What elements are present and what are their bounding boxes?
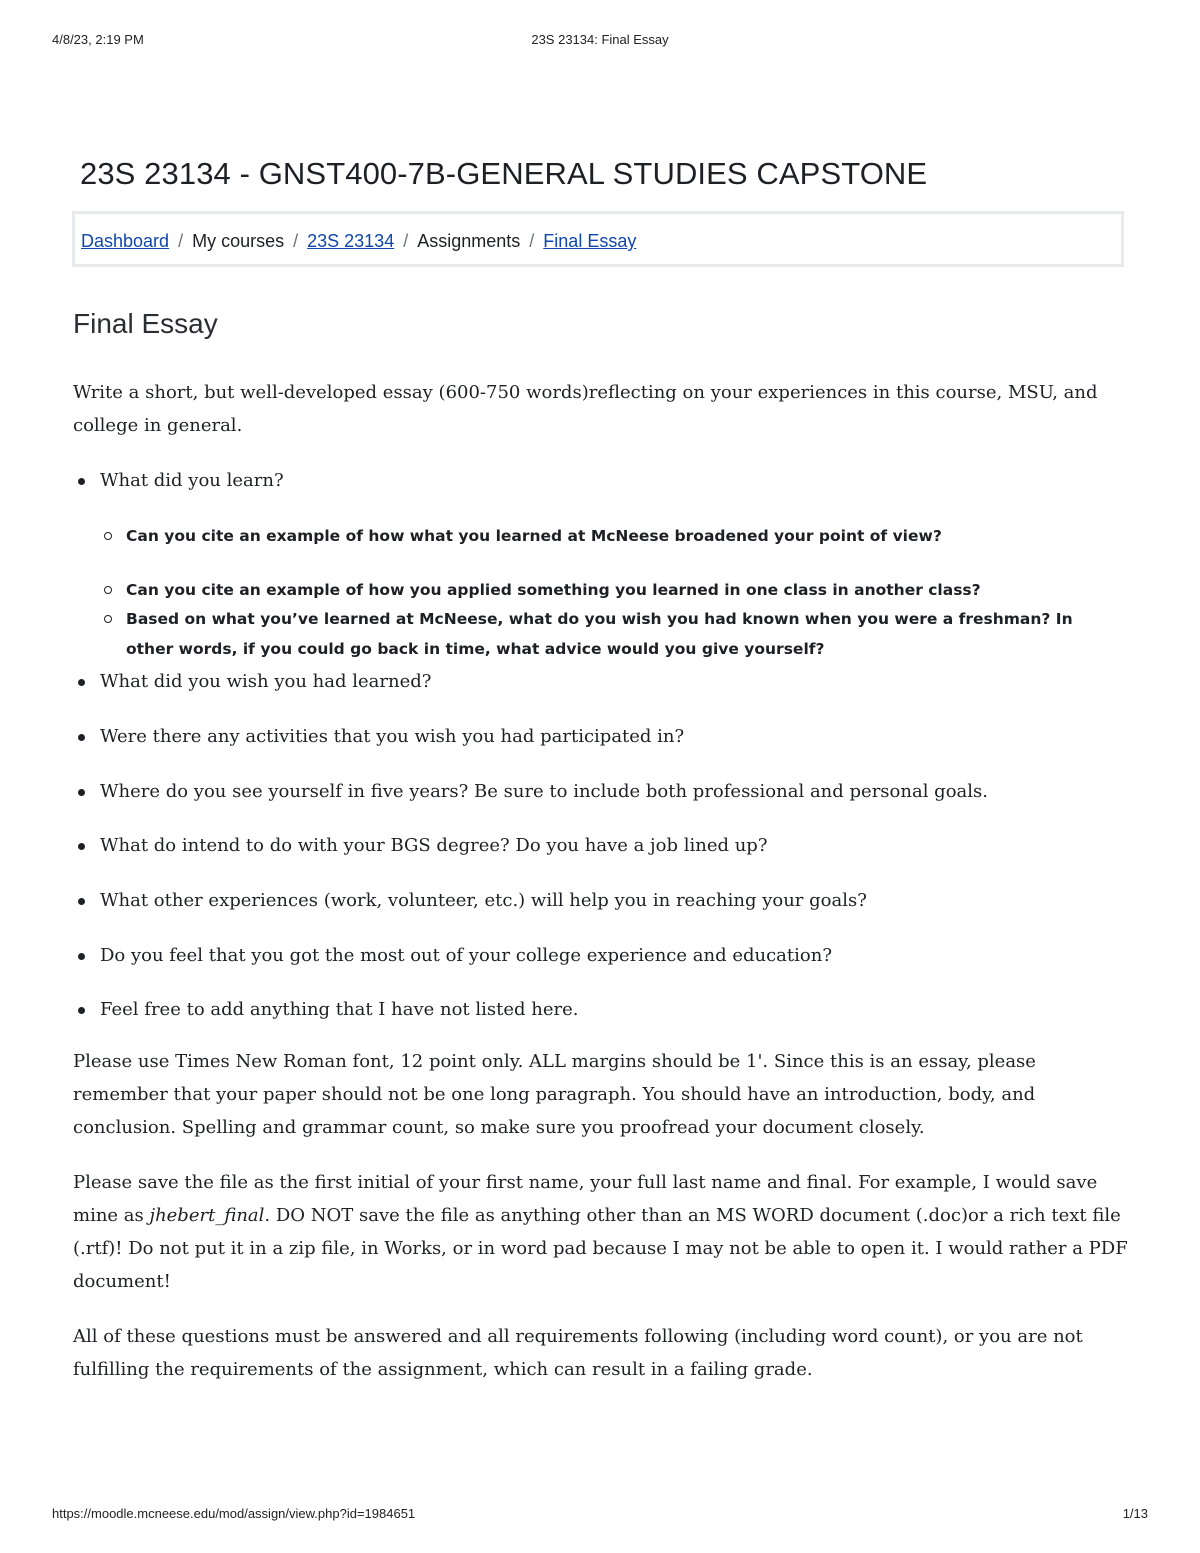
sub-list-item: Can you cite an example of how you applied something you learned in one class in another class? (126, 575, 1116, 605)
print-footer (0, 1506, 1200, 1526)
breadcrumb (72, 211, 1124, 267)
sub-list-item: Based on what you’ve learned at McNeese, what do you wish you had known when you were a freshman? In other words, if you could go back in time, what advice would you give yourself? (126, 604, 1116, 664)
list-item: What did you wish you had learned? (100, 665, 431, 698)
file-naming-text: Please save the file as the first initial of your first name, your full last name and final. For example, I would save mine as (73, 1172, 1098, 1226)
breadcrumb-my-courses: My courses (192, 231, 285, 251)
course-title: 23S 23134 - GNST400-7B-GENERAL STUDIES CAPSTONE (80, 156, 928, 191)
breadcrumb-separator: / (529, 231, 535, 251)
page-number: 1/13 (1122, 1506, 1148, 1521)
list-item: What other experiences (work, volunteer, etc.) will help you in reaching your goals? (100, 884, 867, 917)
print-date: 4/8/23, 2:19 PM (52, 32, 144, 47)
print-title: 23S 23134: Final Essay (531, 32, 669, 47)
list-item: Were there any activities that you wish you had participated in? (100, 720, 684, 753)
list-item: Where do you see yourself in five years? Be sure to include both professional and personal goals. (100, 775, 988, 808)
list-item: What did you learn? (100, 464, 284, 497)
file-naming-paragraph (73, 1166, 1128, 1298)
file-naming-text-rest: . DO NOT save the file as anything other than an MS WORD document (.doc)or a rich text file (.rtf)! Do not put it in a zip file, in Works, or in word pad because I may not be able to open it. I would rather a PDF document! (73, 1205, 1128, 1292)
breadcrumb-dashboard-link[interactable]: Dashboard (81, 231, 170, 251)
breadcrumb-separator: / (293, 231, 299, 251)
sub-list-item: Can you cite an example of how what you learned at McNeese broadened your point of view? (126, 521, 1116, 551)
breadcrumb-separator: / (178, 231, 184, 251)
file-name-example: jhebert_final (149, 1205, 265, 1226)
list-item: Do you feel that you got the most out of your college experience and education? (100, 939, 832, 972)
print-url: https://moodle.mcneese.edu/mod/assign/view.php?id=1984651 (52, 1506, 416, 1521)
intro-paragraph: Write a short, but well-developed essay (600-750 words)reflecting on your experiences in this course, MSU, and college in general. (73, 382, 1098, 436)
breadcrumb-course-link[interactable]: 23S 23134 (307, 231, 395, 251)
breadcrumb-assignments: Assignments (417, 231, 521, 251)
list-item: What do intend to do with your BGS degree? Do you have a job lined up? (100, 829, 767, 862)
list-item: Feel free to add anything that I have not listed here. (100, 993, 579, 1026)
print-header (0, 32, 1200, 52)
formatting-paragraph: Please use Times New Roman font, 12 point only. ALL margins should be 1'. Since this is an essay, please remember that your paper should not be one long paragraph. You should have an introduction, body, and conclusion. Spelling and grammar count, so make sure you proofread your document closely. (73, 1051, 1036, 1138)
breadcrumb-final-essay-link[interactable]: Final Essay (543, 231, 637, 251)
requirements-paragraph: All of these questions must be answered and all requirements following (including word count), or you are not fulfilling the requirements of the assignment, which can result in a failing grade. (73, 1326, 1083, 1380)
breadcrumb-separator: / (403, 231, 409, 251)
page-title: Final Essay (73, 308, 218, 339)
